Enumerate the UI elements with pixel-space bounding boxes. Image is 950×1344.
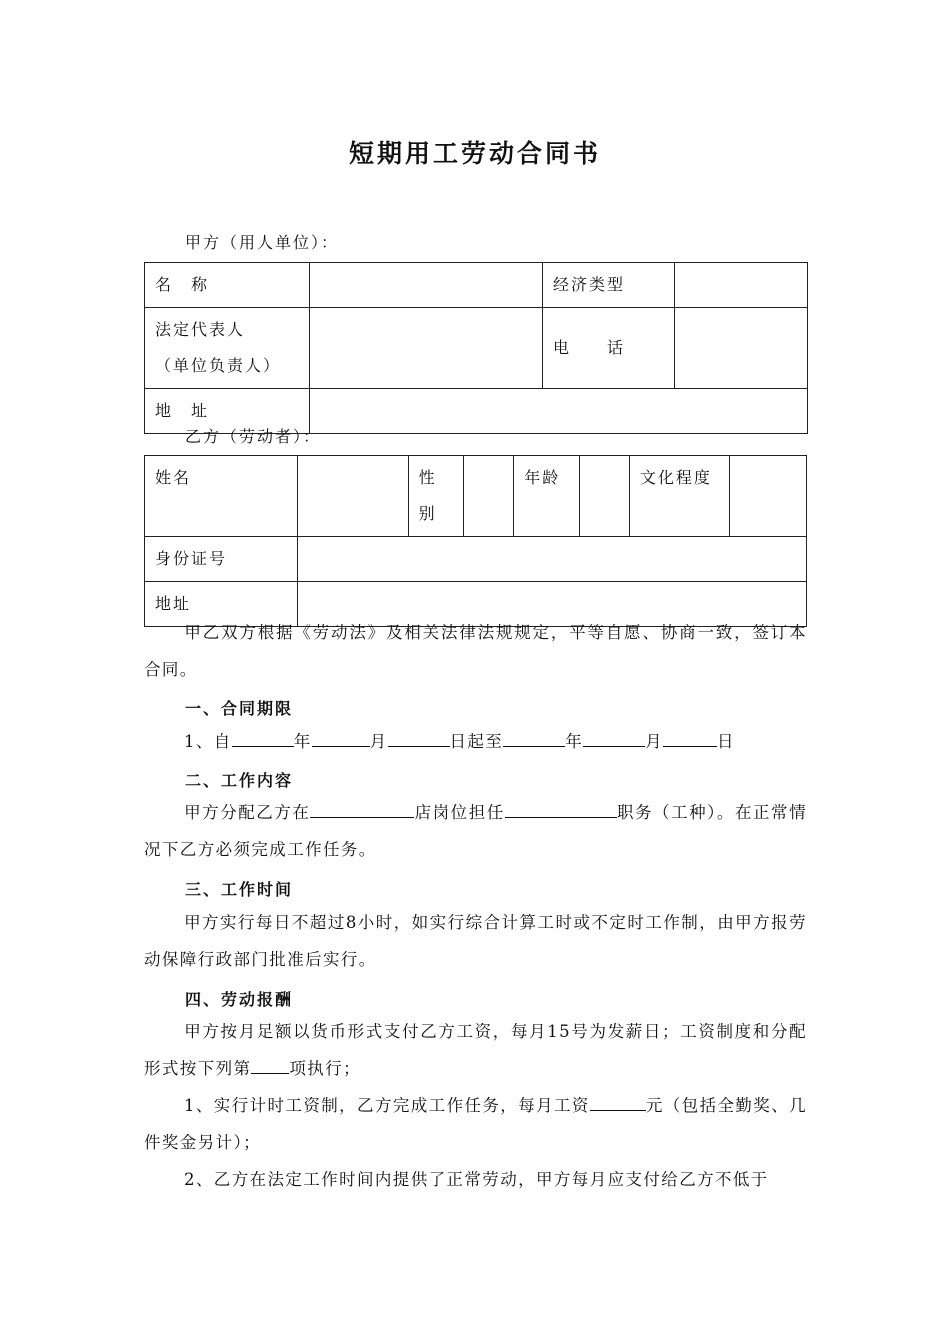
position-text: 店岗位担任 bbox=[414, 803, 505, 822]
party-a-name-field[interactable] bbox=[310, 263, 543, 308]
party-a-econ-type-label: 经济类型 bbox=[543, 263, 675, 308]
day-to-text: 日起至 bbox=[449, 732, 504, 751]
legal-rep-label: 法定代表人 bbox=[155, 320, 246, 339]
intro-paragraph bbox=[144, 614, 807, 688]
party-a-econ-type-field[interactable] bbox=[675, 263, 808, 308]
party-a-label: 甲方（用人单位）： bbox=[185, 233, 340, 252]
party-b-id-label: 身份证号 bbox=[145, 537, 298, 582]
section-3-heading: 三、工作时间 bbox=[185, 880, 294, 899]
term-from-text: 1、自 bbox=[184, 732, 232, 751]
party-b-gender-label: 性别 bbox=[408, 456, 463, 537]
month-text-2: 月 bbox=[645, 732, 664, 751]
section-2-paragraph bbox=[144, 794, 807, 868]
party-b-gender-field[interactable] bbox=[463, 456, 513, 537]
pay-text-b: 项执行； bbox=[289, 1059, 362, 1078]
party-a-name-label: 名 称 bbox=[145, 263, 310, 308]
party-a-legal-rep-field[interactable] bbox=[310, 308, 543, 389]
section-4-heading: 四、劳动报酬 bbox=[185, 990, 294, 1009]
option-number-blank[interactable] bbox=[251, 1057, 289, 1074]
section-2-heading: 二、工作内容 bbox=[185, 771, 294, 790]
assign-text: 甲方分配乙方在 bbox=[184, 803, 311, 822]
end-month-blank[interactable] bbox=[583, 730, 645, 747]
party-a-legal-rep-label bbox=[145, 308, 310, 389]
unit-head-label: （单位负责人） bbox=[155, 356, 282, 375]
party-a-phone-label: 电 话 bbox=[543, 308, 675, 389]
section-4-paragraph-3 bbox=[144, 1161, 807, 1198]
start-month-blank[interactable] bbox=[312, 730, 370, 747]
year-text-2: 年 bbox=[565, 732, 584, 751]
party-b-education-field[interactable] bbox=[730, 456, 807, 537]
section-4-paragraph-1 bbox=[144, 1013, 807, 1087]
end-day-blank[interactable] bbox=[663, 730, 717, 747]
start-day-blank[interactable] bbox=[388, 730, 450, 747]
party-b-name-label: 姓名 bbox=[145, 456, 298, 537]
day-text: 日 bbox=[717, 732, 735, 751]
party-b-label: 乙方（劳动者）： bbox=[185, 427, 322, 446]
party-b-age-label: 年龄 bbox=[514, 456, 579, 537]
job-text: 职务（工种）。在正常情况下乙方必须完成工作任务。 bbox=[144, 803, 808, 859]
party-a-table bbox=[144, 262, 808, 434]
page-title: 短期用工劳动合同书 bbox=[348, 139, 601, 168]
party-b-table bbox=[144, 455, 807, 627]
party-a-address-field[interactable] bbox=[310, 389, 808, 434]
year-text: 年 bbox=[293, 732, 312, 751]
party-b-name-field[interactable] bbox=[297, 456, 408, 537]
start-year-blank[interactable] bbox=[232, 730, 294, 747]
hourly-text-b: 元（包括全勤奖、几件奖金另计）； bbox=[144, 1096, 807, 1152]
section-3-paragraph bbox=[144, 904, 807, 978]
party-b-address-label: 地址 bbox=[145, 582, 298, 627]
end-year-blank[interactable] bbox=[503, 730, 565, 747]
store-blank[interactable] bbox=[310, 801, 414, 818]
party-b-id-field[interactable] bbox=[297, 537, 806, 582]
hourly-text-a: 1、实行计时工资制，乙方完成工作任务，每月工资 bbox=[184, 1096, 590, 1115]
party-a-phone-field[interactable] bbox=[675, 308, 808, 389]
party-b-education-label: 文化程度 bbox=[629, 456, 730, 537]
section-4-paragraph-2 bbox=[144, 1087, 807, 1161]
section-1-term-line bbox=[144, 723, 807, 760]
job-blank[interactable] bbox=[505, 801, 617, 818]
party-b-age-field[interactable] bbox=[579, 456, 629, 537]
intro-text: 甲乙双方根据《劳动法》及相关法律法规规定，平等自愿、协商一致，签订本合同。 bbox=[144, 623, 807, 679]
minimum-wage-text: 2、乙方在法定工作时间内提供了正常劳动，甲方每月应支付给乙方不低于 bbox=[184, 1170, 769, 1189]
party-a-address-label: 地 址 bbox=[145, 389, 310, 434]
section-1-heading: 一、合同期限 bbox=[185, 699, 294, 718]
monthly-wage-blank[interactable] bbox=[590, 1094, 646, 1111]
work-hours-text: 甲方实行每日不超过8小时，如实行综合计算工时或不定时工作制，由甲方报劳动保障行政部门批准后实行。 bbox=[144, 913, 807, 969]
pay-text-a: 甲方按月足额以货币形式支付乙方工资，每月15号为发薪日；工资制度和分配形式按下列第 bbox=[144, 1022, 807, 1078]
month-text: 月 bbox=[369, 732, 388, 751]
